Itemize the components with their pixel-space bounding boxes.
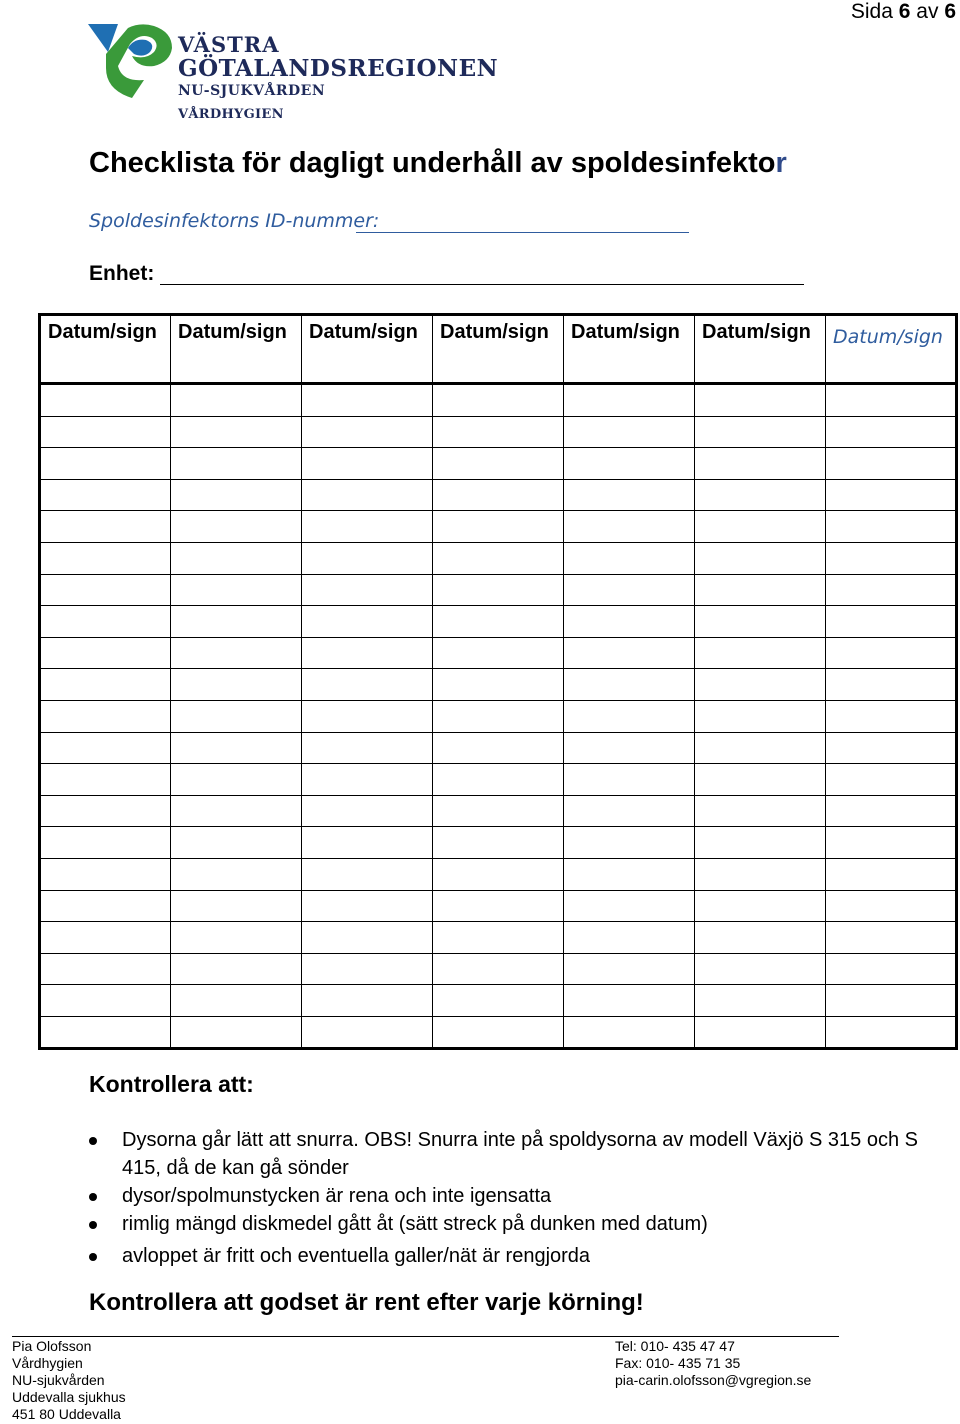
table-cell[interactable]	[564, 1016, 695, 1049]
table-cell[interactable]	[564, 858, 695, 890]
table-cell[interactable]	[171, 637, 302, 669]
title-last-char: r	[775, 147, 787, 179]
table-cell[interactable]	[826, 764, 957, 796]
table-cell[interactable]	[40, 511, 171, 543]
table-cell[interactable]	[826, 827, 957, 859]
table-cell[interactable]	[40, 1016, 171, 1049]
table-cell[interactable]	[564, 764, 695, 796]
logo-line-3: NU-SJUKVÅRDEN	[178, 83, 326, 99]
table-cell[interactable]	[564, 416, 695, 448]
table-cell[interactable]	[171, 511, 302, 543]
maintenance-log-table	[38, 313, 958, 1050]
table-row	[40, 384, 957, 417]
list-item	[89, 1242, 959, 1270]
table-cell[interactable]	[564, 574, 695, 606]
table-cell[interactable]	[433, 827, 564, 859]
table-cell[interactable]	[40, 479, 171, 511]
bullet-icon	[89, 1221, 97, 1229]
table-cell[interactable]	[302, 606, 433, 638]
table-cell[interactable]	[40, 858, 171, 890]
table-cell[interactable]	[302, 542, 433, 574]
table-cell[interactable]	[564, 479, 695, 511]
column-header: Datum/sign	[433, 315, 564, 384]
table-cell[interactable]	[302, 827, 433, 859]
table-cell[interactable]	[40, 732, 171, 764]
table-row	[40, 922, 957, 954]
column-header: Datum/sign	[171, 315, 302, 384]
table-cell[interactable]	[40, 416, 171, 448]
table-cell[interactable]	[302, 416, 433, 448]
table-cell[interactable]	[40, 542, 171, 574]
table-cell[interactable]	[695, 795, 826, 827]
table-cell[interactable]	[826, 448, 957, 480]
table-row	[40, 890, 957, 922]
table-cell[interactable]	[302, 448, 433, 480]
table-cell[interactable]	[433, 637, 564, 669]
checklist	[89, 1126, 959, 1270]
column-header: Datum/sign	[302, 315, 433, 384]
table-cell[interactable]	[302, 637, 433, 669]
table-cell[interactable]	[171, 795, 302, 827]
table-cell[interactable]	[302, 511, 433, 543]
table-cell[interactable]	[171, 890, 302, 922]
footer-name: Pia Olofsson	[12, 1338, 92, 1354]
table-cell[interactable]	[433, 511, 564, 543]
table-cell[interactable]	[40, 764, 171, 796]
table-cell[interactable]	[171, 574, 302, 606]
table-cell[interactable]	[695, 479, 826, 511]
table-cell[interactable]	[826, 384, 957, 417]
table-row	[40, 606, 957, 638]
table-cell[interactable]	[695, 542, 826, 574]
table-cell[interactable]	[826, 669, 957, 701]
table-cell[interactable]	[302, 764, 433, 796]
table-cell[interactable]	[433, 985, 564, 1017]
table-cell[interactable]	[171, 953, 302, 985]
table-row	[40, 416, 957, 448]
table-cell[interactable]	[564, 606, 695, 638]
table-row	[40, 1016, 957, 1049]
table-cell[interactable]	[171, 700, 302, 732]
table-cell[interactable]	[695, 637, 826, 669]
table-cell[interactable]	[826, 795, 957, 827]
table-cell[interactable]	[695, 1016, 826, 1049]
table-row	[40, 542, 957, 574]
table-cell[interactable]	[433, 890, 564, 922]
page-of: av	[916, 0, 939, 23]
footer-contact-address	[12, 1338, 126, 1423]
footer-dept: Vårdhygien	[12, 1355, 83, 1371]
table-cell[interactable]	[302, 890, 433, 922]
table-cell[interactable]	[695, 448, 826, 480]
column-header: Datum/sign	[695, 315, 826, 384]
table-cell[interactable]	[171, 384, 302, 417]
table-cell[interactable]	[564, 890, 695, 922]
table-cell[interactable]	[695, 732, 826, 764]
final-note: Kontrollera att godset är rent efter varje körning!	[89, 1289, 644, 1316]
table-cell[interactable]	[433, 922, 564, 954]
table-row	[40, 669, 957, 701]
table-cell[interactable]	[433, 732, 564, 764]
table-cell[interactable]	[564, 669, 695, 701]
table-cell[interactable]	[171, 448, 302, 480]
table-cell[interactable]	[433, 669, 564, 701]
unit-label: Enhet:	[89, 262, 155, 285]
table-cell[interactable]	[826, 890, 957, 922]
table-cell[interactable]	[564, 511, 695, 543]
table-cell[interactable]	[302, 922, 433, 954]
table-body	[40, 384, 957, 1049]
table-cell[interactable]	[695, 669, 826, 701]
table-cell[interactable]	[433, 700, 564, 732]
table-cell[interactable]	[564, 384, 695, 417]
table-row	[40, 732, 957, 764]
table-cell[interactable]	[302, 795, 433, 827]
table-row	[40, 448, 957, 480]
table-cell[interactable]	[433, 416, 564, 448]
table-cell[interactable]	[433, 795, 564, 827]
footer-site: Uddevalla sjukhus	[12, 1389, 126, 1405]
organization-logo	[88, 22, 499, 122]
table-cell[interactable]	[564, 953, 695, 985]
table-cell[interactable]	[171, 479, 302, 511]
table-cell[interactable]	[302, 858, 433, 890]
table-cell[interactable]	[302, 732, 433, 764]
list-item-text: Dysorna går lätt att snurra. OBS! Snurra inte på spoldysorna av modell Växjö S 315 och S 415, då de kan gå sönder	[122, 1129, 918, 1179]
table-cell[interactable]	[433, 953, 564, 985]
table-cell[interactable]	[826, 542, 957, 574]
table-cell[interactable]	[564, 795, 695, 827]
table-cell[interactable]	[564, 542, 695, 574]
table-cell[interactable]	[564, 827, 695, 859]
table-cell[interactable]	[302, 985, 433, 1017]
table-row	[40, 511, 957, 543]
table-row	[40, 764, 957, 796]
id-number-label: Spoldesinfektorns ID-nummer:	[89, 210, 380, 232]
checklist-heading: Kontrollera att:	[89, 1071, 254, 1097]
table-row	[40, 479, 957, 511]
table-cell[interactable]	[40, 700, 171, 732]
table-cell[interactable]	[171, 985, 302, 1017]
table-header-row	[40, 315, 957, 384]
list-item-text: rimlig mängd diskmedel gått åt (sätt streck på dunken med datum)	[122, 1213, 708, 1235]
table-cell[interactable]	[433, 542, 564, 574]
footer-fax: Fax: 010- 435 71 35	[615, 1355, 741, 1371]
table-row	[40, 700, 957, 732]
table-cell[interactable]	[40, 922, 171, 954]
table-cell[interactable]	[695, 764, 826, 796]
table-cell[interactable]	[564, 700, 695, 732]
table-cell[interactable]	[433, 764, 564, 796]
unit-field[interactable]	[160, 284, 804, 285]
table-cell[interactable]	[826, 985, 957, 1017]
table-cell[interactable]	[826, 637, 957, 669]
table-cell[interactable]	[695, 827, 826, 859]
table-cell[interactable]	[433, 479, 564, 511]
table-cell[interactable]	[695, 890, 826, 922]
table-cell[interactable]	[695, 858, 826, 890]
table-row	[40, 574, 957, 606]
table-cell[interactable]	[40, 637, 171, 669]
list-item	[89, 1182, 959, 1210]
table-row	[40, 985, 957, 1017]
bullet-icon	[89, 1193, 97, 1201]
table-cell[interactable]	[695, 985, 826, 1017]
table-cell[interactable]	[433, 858, 564, 890]
table-cell[interactable]	[171, 416, 302, 448]
bullet-icon	[89, 1253, 97, 1261]
table-cell[interactable]	[302, 1016, 433, 1049]
page-number	[851, 0, 956, 24]
table-cell[interactable]	[302, 669, 433, 701]
table-cell[interactable]	[171, 1016, 302, 1049]
table-cell[interactable]	[171, 922, 302, 954]
table-cell[interactable]	[564, 448, 695, 480]
logo-line-2: GÖTALANDSREGIONEN	[178, 55, 499, 82]
footer-org: NU-sjukvården	[12, 1372, 105, 1388]
footer-email[interactable]: pia-carin.olofsson@vgregion.se	[615, 1372, 812, 1388]
table-cell[interactable]	[826, 574, 957, 606]
table-cell[interactable]	[433, 1016, 564, 1049]
table-cell[interactable]	[171, 732, 302, 764]
table-row	[40, 637, 957, 669]
column-header: Datum/sign	[564, 315, 695, 384]
table-cell[interactable]	[826, 732, 957, 764]
table-cell[interactable]	[826, 511, 957, 543]
table-row	[40, 858, 957, 890]
table-cell[interactable]	[695, 416, 826, 448]
table-cell[interactable]	[171, 669, 302, 701]
table-cell[interactable]	[433, 574, 564, 606]
column-header: Datum/sign	[40, 315, 171, 384]
table-cell[interactable]	[433, 448, 564, 480]
id-number-field[interactable]	[356, 232, 689, 233]
table-cell[interactable]	[40, 827, 171, 859]
table-cell[interactable]	[40, 953, 171, 985]
table-cell[interactable]	[564, 732, 695, 764]
bullet-icon	[89, 1137, 97, 1145]
table-cell[interactable]	[302, 479, 433, 511]
table-cell[interactable]	[171, 827, 302, 859]
table-cell[interactable]	[433, 384, 564, 417]
table-cell[interactable]	[826, 922, 957, 954]
footer-contact-phone	[615, 1338, 811, 1389]
table-cell[interactable]	[171, 542, 302, 574]
table-cell[interactable]	[40, 669, 171, 701]
table-cell[interactable]	[826, 700, 957, 732]
footer-tel: Tel: 010- 435 47 47	[615, 1338, 735, 1354]
table-cell[interactable]	[40, 574, 171, 606]
table-cell[interactable]	[826, 416, 957, 448]
table-cell[interactable]	[695, 953, 826, 985]
page-total: 6	[944, 0, 956, 23]
footer-divider	[12, 1336, 839, 1337]
table-cell[interactable]	[171, 606, 302, 638]
table-cell[interactable]	[40, 985, 171, 1017]
page-prefix: Sida	[850, 0, 893, 23]
table-cell[interactable]	[302, 384, 433, 417]
table-cell[interactable]	[826, 858, 957, 890]
title-main: Checklista för dagligt underhåll av spoldesinfekto	[89, 147, 776, 179]
table-cell[interactable]	[826, 1016, 957, 1049]
table-cell[interactable]	[564, 922, 695, 954]
logo-mark-icon	[88, 22, 178, 102]
list-item	[89, 1126, 959, 1182]
table-cell[interactable]	[826, 953, 957, 985]
document-title	[89, 147, 787, 180]
table-cell[interactable]	[564, 985, 695, 1017]
table-cell[interactable]	[171, 858, 302, 890]
table-cell[interactable]	[40, 795, 171, 827]
table-cell[interactable]	[695, 922, 826, 954]
column-header: Datum/sign	[826, 315, 957, 384]
footer-address: 451 80 Uddevalla	[12, 1406, 121, 1422]
list-item	[89, 1210, 959, 1238]
table-cell[interactable]	[564, 637, 695, 669]
table-cell[interactable]	[302, 574, 433, 606]
table-cell[interactable]	[695, 574, 826, 606]
table-row	[40, 827, 957, 859]
table-cell[interactable]	[695, 511, 826, 543]
logo-line-1: VÄSTRA	[178, 32, 280, 57]
table-row	[40, 795, 957, 827]
table-cell[interactable]	[302, 953, 433, 985]
table-cell[interactable]	[826, 606, 957, 638]
table-cell[interactable]	[695, 700, 826, 732]
table-cell[interactable]	[695, 384, 826, 417]
logo-line-4: VÅRDHYGIEN	[178, 107, 284, 122]
table-cell[interactable]	[40, 384, 171, 417]
table-cell[interactable]	[40, 890, 171, 922]
table-row	[40, 953, 957, 985]
page-current: 6	[898, 0, 911, 23]
table-cell[interactable]	[40, 448, 171, 480]
table-cell[interactable]	[40, 606, 171, 638]
list-item-text: dysor/spolmunstycken är rena och inte igensatta	[122, 1185, 552, 1207]
list-item-text: avloppet är fritt och eventuella galler/nät är rengjorda	[122, 1245, 591, 1267]
table-cell[interactable]	[433, 606, 564, 638]
table-cell[interactable]	[302, 700, 433, 732]
table-cell[interactable]	[171, 764, 302, 796]
table-cell[interactable]	[695, 606, 826, 638]
table-cell[interactable]	[826, 479, 957, 511]
